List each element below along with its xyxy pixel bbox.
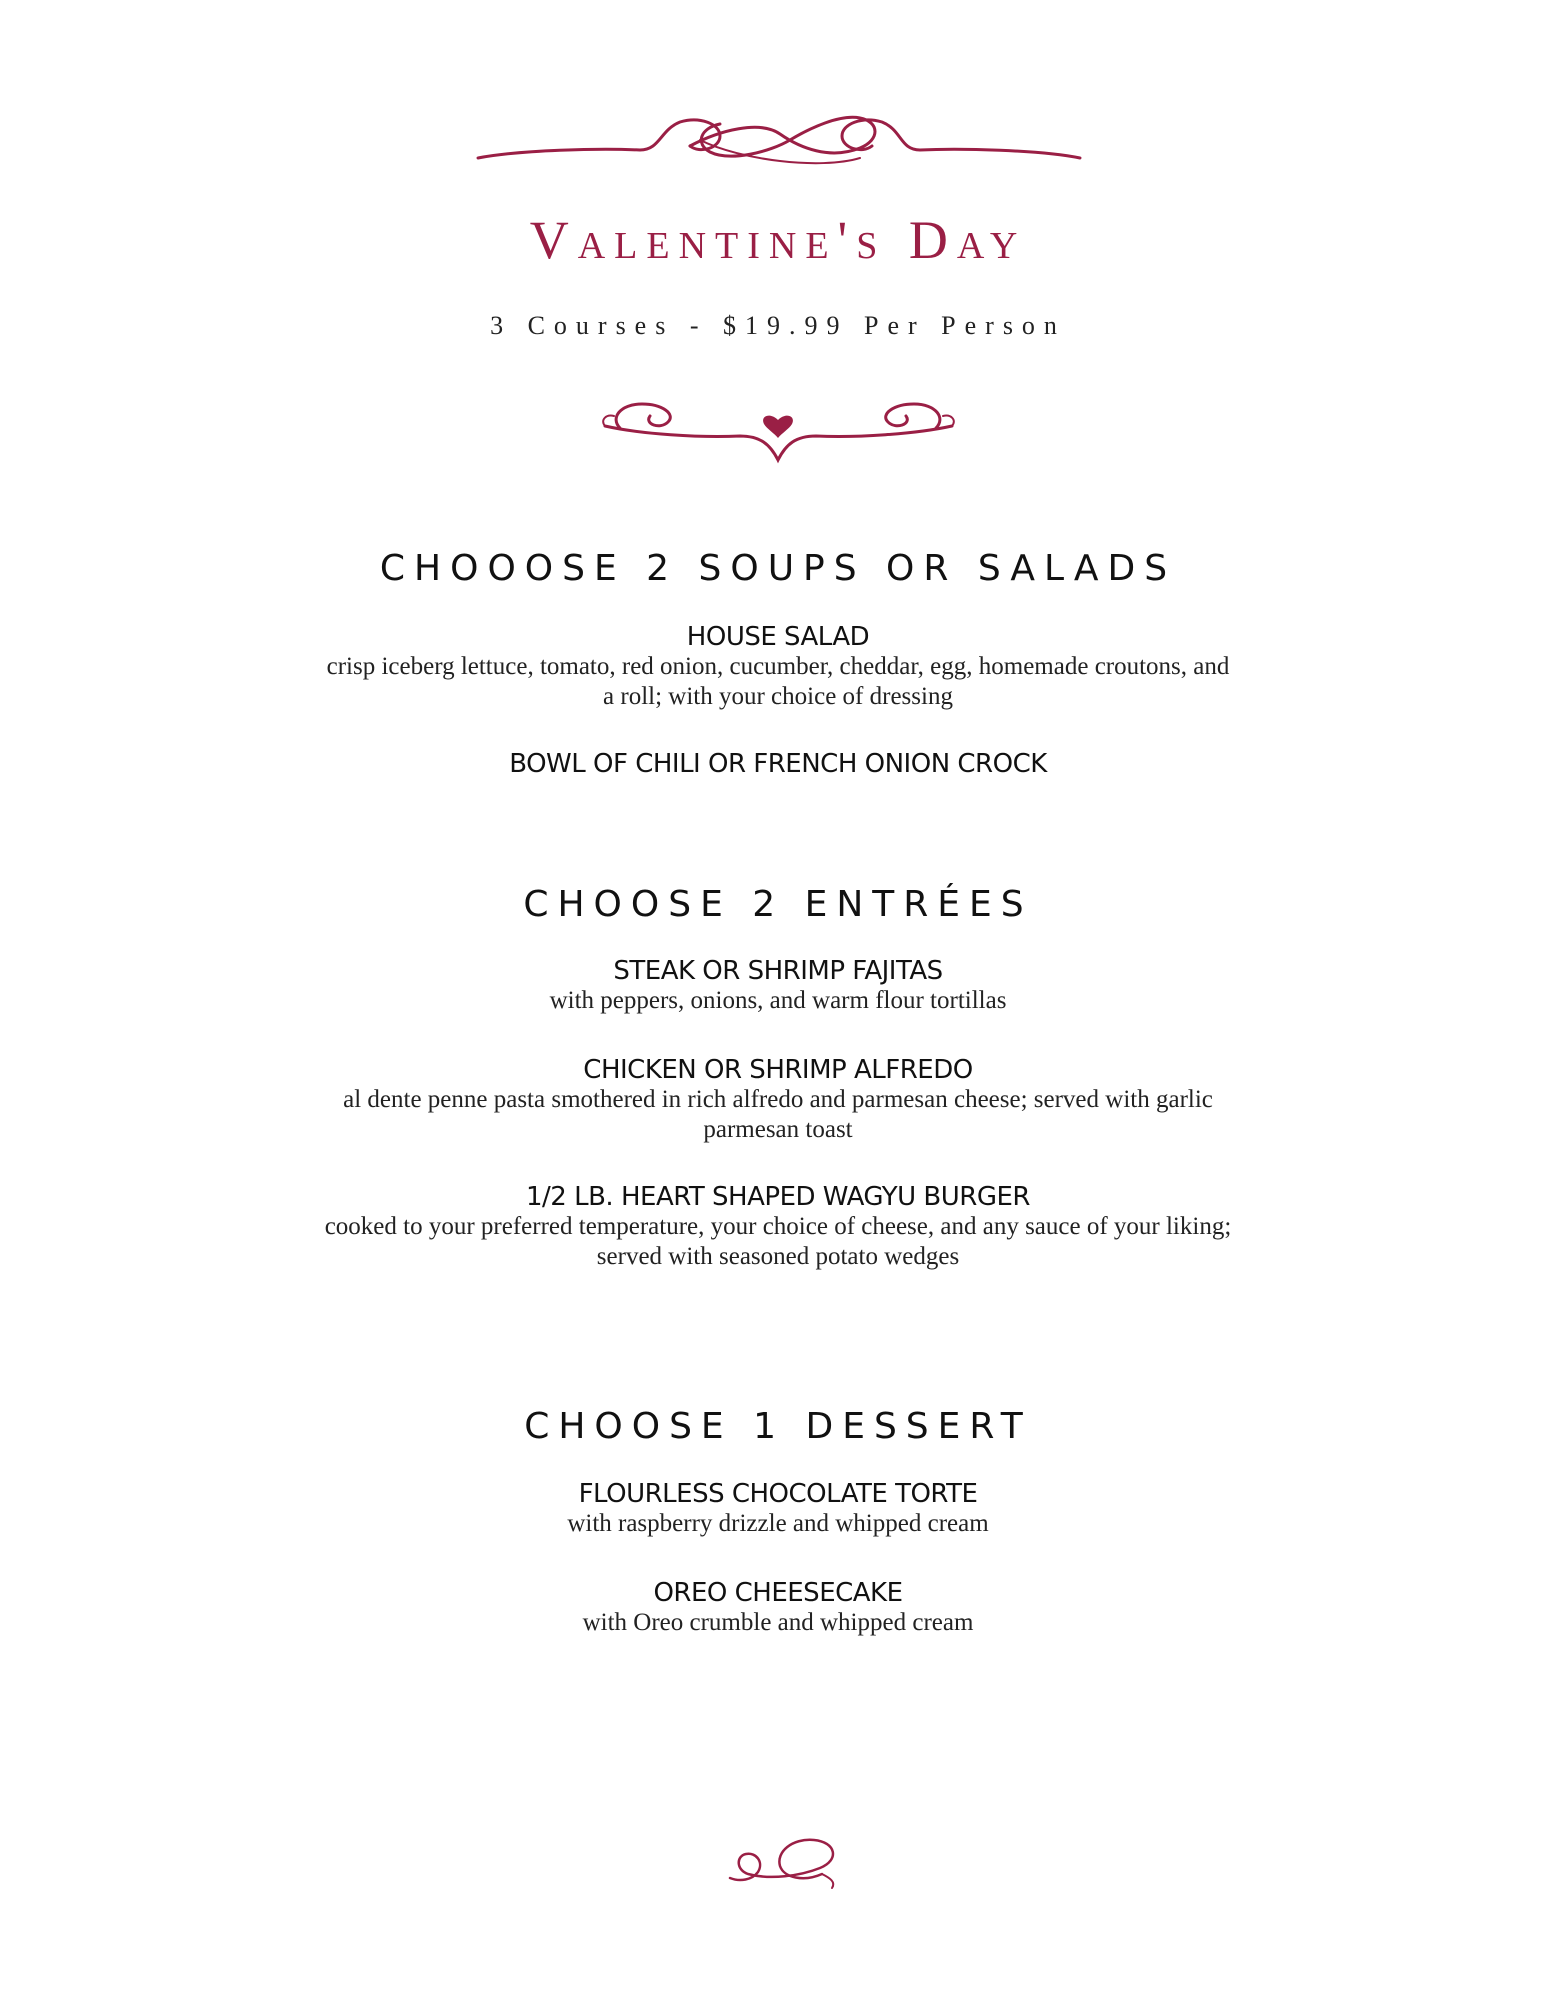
menu-item-description: with Oreo crumble and whipped cream: [582, 1609, 974, 1636]
menu-item-description: al dente penne pasta smothered in rich alfredo and parmesan cheese; served with garlic parmesan toast: [343, 1086, 1213, 1143]
heart-flourish-icon: [0, 390, 1556, 470]
menu-item-name: BOWL OF CHILI OR FRENCH ONION CROCK: [509, 749, 1047, 779]
price-subtitle: 3 Courses - $19.99 Per Person: [490, 311, 1066, 340]
menu-item-name: OREO CHEESECAKE: [653, 1578, 903, 1608]
menu-item-description: with raspberry drizzle and whipped cream: [567, 1510, 989, 1537]
menu-item-name: HOUSE SALAD: [686, 622, 870, 652]
section-heading-soups-salads: CHOOOSE 2 SOUPS OR SALADS: [379, 548, 1177, 589]
page-title: Valentine's Day: [529, 210, 1027, 270]
menu-item-description: crisp iceberg lettuce, tomato, red onion, cucumber, cheddar, egg, homemade croutons, and a roll; with your choice of dressing: [326, 653, 1230, 710]
section-heading-dessert: CHOOSE 1 DESSERT: [524, 1406, 1032, 1447]
flourish-divider-icon: [0, 100, 1556, 180]
swirl-icon: [0, 1830, 1556, 1900]
menu-item-name: CHICKEN OR SHRIMP ALFREDO: [583, 1055, 973, 1085]
menu-item-name: FLOURLESS CHOCOLATE TORTE: [578, 1479, 978, 1509]
section-heading-entrees: CHOOSE 2 ENTRÉES: [523, 884, 1033, 925]
menu-item-name: STEAK OR SHRIMP FAJITAS: [613, 956, 943, 986]
menu-item-name: 1/2 LB. HEART SHAPED WAGYU BURGER: [526, 1182, 1030, 1212]
menu-item-description: with peppers, onions, and warm flour tortillas: [549, 987, 1007, 1014]
menu-item-description: cooked to your preferred temperature, your choice of cheese, and any sauce of your liking; served with seasoned potato wedges: [324, 1213, 1232, 1270]
